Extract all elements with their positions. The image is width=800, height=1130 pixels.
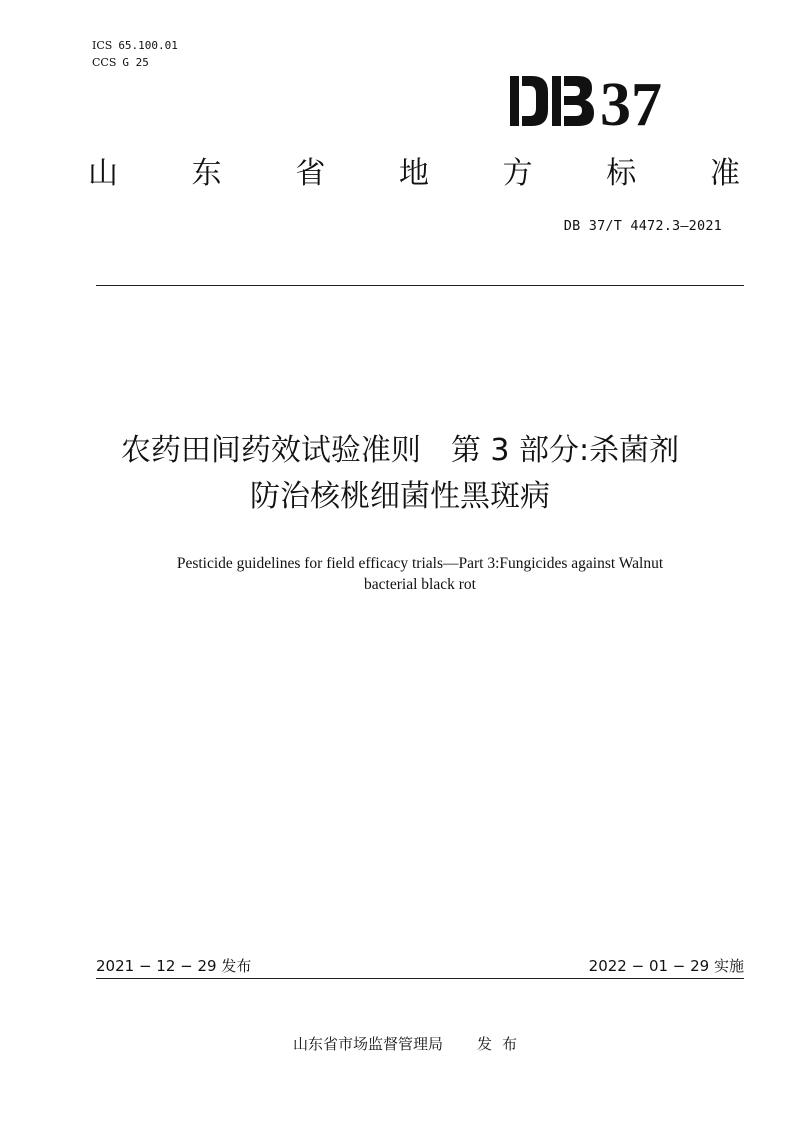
standard-type-char: 东: [191, 156, 222, 191]
english-title-line-1: Pesticide guidelines for field efficacy trials—Part 3:Fungicides against Walnut: [176, 555, 664, 572]
implementation-date: 2022 − 01 − 29 实施: [588, 957, 744, 975]
chinese-title-line-2: 防治核桃细菌性黑斑病: [250, 479, 550, 514]
ccs-label: CCS: [92, 56, 117, 69]
english-title-line-2: bacterial black rot: [364, 576, 476, 593]
ics-code: 65.100.01: [118, 39, 178, 52]
issuer-action: 发布: [477, 1035, 528, 1053]
standard-type-char: 地: [398, 156, 429, 191]
ics-label: ICS: [92, 39, 113, 52]
db-number: 37: [600, 71, 662, 134]
ccs-classification: [92, 55, 149, 71]
standard-type-char: 标: [606, 156, 637, 191]
issue-date: 2021 − 12 − 29 发布: [96, 957, 252, 975]
issuer-name: 山东省市场监督管理局: [292, 1035, 443, 1053]
header-divider: [96, 285, 744, 286]
standard-type-char: 山: [88, 156, 118, 191]
chinese-title: [60, 428, 740, 520]
ics-classification: [92, 38, 178, 54]
standard-number: DB 37/T 4472.3—2021: [563, 218, 722, 234]
chinese-title-line-1: 农药田间药效试验准则 第 3 部分:杀菌剂: [120, 433, 680, 468]
db37-standard-mark: [508, 68, 688, 134]
standard-type-char: 准: [709, 156, 740, 191]
standard-type-char: 方: [502, 156, 533, 191]
footer-divider: [96, 978, 744, 979]
db-letters: [510, 76, 594, 126]
issuing-authority: [0, 1033, 800, 1055]
standard-type-char: 省: [295, 156, 326, 191]
standard-type-title: [88, 152, 740, 196]
english-title: [100, 553, 740, 595]
ccs-code: G 25: [122, 56, 149, 69]
